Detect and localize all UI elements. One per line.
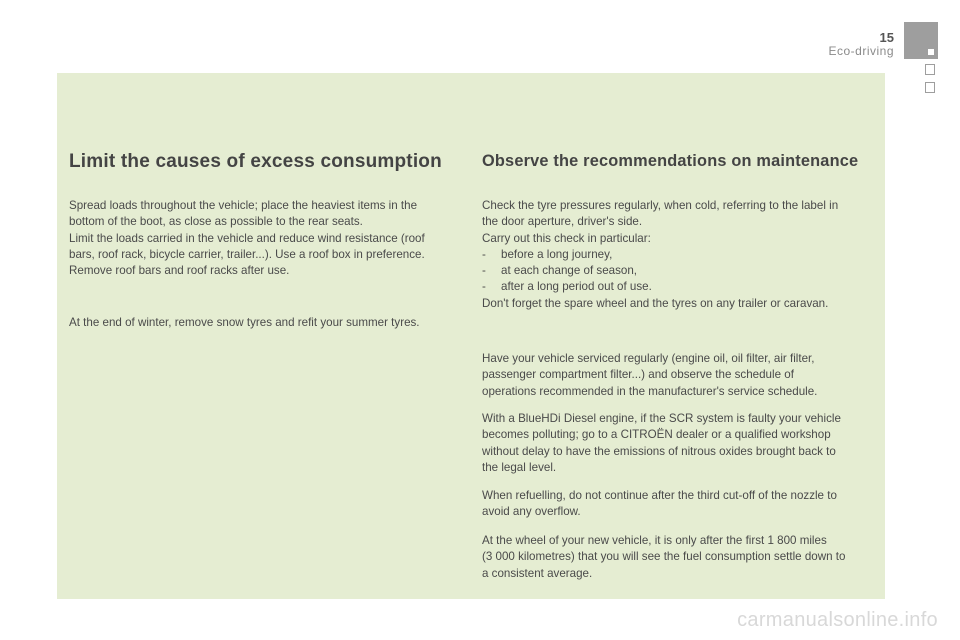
text-line: When refuelling, do not continue after the third cut-off of the nozzle to (482, 489, 837, 502)
page-number: 15 (879, 30, 894, 45)
bullet-item (482, 247, 838, 263)
text-line: becomes polluting; go to a CITROËN dealer or a qualified workshop (482, 428, 831, 442)
right-heading: Observe the recommendations on maintenance (482, 151, 859, 170)
text-line: the legal level. (482, 460, 557, 474)
text-line: Carry out this check in particular: (482, 231, 651, 245)
text-line: (3 000 kilometres) that you will see the fuel consumption settle down to (482, 550, 846, 564)
dash-bullet: - (482, 264, 486, 278)
tab-marker-icon (928, 49, 934, 55)
text-line: With a BlueHDi Diesel engine, if the SCR system is faulty your vehicle (482, 412, 841, 425)
text-line: Remove roof bars and roof racks after use. (69, 264, 290, 278)
bullet-text: at each change of season, (501, 264, 638, 278)
text-line: Have your vehicle serviced regularly (engine oil, oil filter, air filter, (482, 352, 815, 365)
bluehdi-paragraph (482, 411, 841, 476)
section-title: Eco-driving (828, 44, 894, 58)
bullet-item (482, 263, 838, 279)
bullet-text: before a long journey, (501, 247, 613, 261)
dash-bullet: - (482, 247, 486, 261)
text-line: passenger compartment filter...) and observe the schedule of (482, 368, 794, 382)
winter-tyres-paragraph (69, 315, 420, 331)
text-line: avoid any overflow. (482, 505, 581, 519)
new-vehicle-paragraph (482, 533, 845, 582)
text-line: Spread loads throughout the vehicle; place the heaviest items in the (69, 199, 418, 212)
content-panel (57, 73, 885, 599)
footer (0, 604, 960, 640)
tyre-pressure-paragraph (482, 198, 838, 312)
loads-paragraph (69, 198, 425, 279)
text-line: Limit the loads carried in the vehicle and reduce wind resistance (roof (69, 231, 425, 245)
text-line: bars, roof rack, bicycle carrier, trailer...). Use a roof box in preference. (69, 247, 425, 261)
text-line: bottom of the boot, as close as possible to the rear seats. (69, 215, 363, 229)
text-line: a consistent average. (482, 566, 593, 580)
chapter-tab-active[interactable] (904, 22, 938, 59)
chapter-tab[interactable] (925, 64, 935, 75)
dash-bullet: - (482, 280, 486, 294)
text-line: the door aperture, driver's side. (482, 215, 643, 229)
text-line: operations recommended in the manufacturer's service schedule. (482, 384, 818, 398)
chapter-tab[interactable] (925, 82, 935, 93)
left-heading: Limit the causes of excess consumption (69, 151, 442, 172)
watermark: carmanualsonline.info (737, 609, 938, 631)
text-line: Check the tyre pressures regularly, when cold, referring to the label in (482, 199, 839, 212)
refuelling-paragraph (482, 488, 837, 521)
text-line: without delay to have the emissions of nitrous oxides brought back to (482, 444, 836, 458)
bullet-text: after a long period out of use. (501, 280, 652, 294)
service-paragraph (482, 351, 817, 400)
bullet-item (482, 279, 838, 295)
text-line: At the end of winter, remove snow tyres and refit your summer tyres. (69, 316, 420, 329)
text-line: Don't forget the spare wheel and the tyres on any trailer or caravan. (482, 296, 829, 310)
text-line: At the wheel of your new vehicle, it is only after the first 1 800 miles (482, 534, 827, 547)
